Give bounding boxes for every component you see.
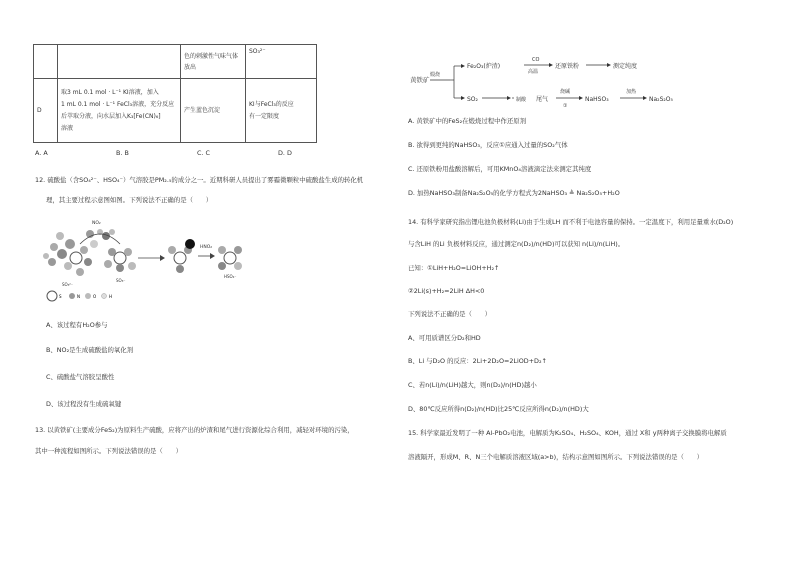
flow-product: Na₂S₂O₅: [649, 96, 673, 103]
cell-text: 色的刺激性气味气体放出: [184, 52, 239, 71]
q13-option-b: B. 欲得到更纯的NaHSO₃，反应①应通入过量的SO₂气体: [408, 141, 568, 149]
flow-heat: 加热: [626, 89, 637, 95]
table-cell: [181, 79, 246, 143]
row-label-text: D: [37, 106, 42, 114]
arrow-head: [607, 63, 611, 67]
table-row-label: [34, 79, 58, 143]
q14-question: 下列说法不正确的是（ ）: [408, 310, 492, 318]
so3-intermediate: [168, 239, 195, 273]
q12-option-a: A、该过程有H₂O参与: [46, 321, 108, 329]
q15-stem-line: 溶液隔开，形成M、R、N三个电解质溶液区域(a>b)，结构示意图如图所示。下列说法错误的是（ ）: [408, 453, 704, 461]
q11-option-c: C. C: [197, 149, 210, 157]
flow-so2: SO₂: [467, 96, 478, 103]
flow-nahso3: NaHSO₃: [585, 96, 609, 103]
cell-line: 1 mL 0.1 mol · L⁻¹ FeCl₃溶液，充分反应: [61, 100, 175, 108]
experiment-table: [33, 44, 317, 143]
pyrite-flowchart: [408, 50, 698, 112]
q14-known-2: ②2Li(s)+H₂=2LiH ΔH<0: [408, 287, 485, 295]
q13-stem-line: 13. 以黄铁矿(主要成分FeS₂)为原料生产硫酸，应将产出的炉渣和尾气进行资源化综合利用，减轻对环境的污染，: [35, 426, 354, 434]
flow-start: 黄铁矿: [410, 76, 430, 84]
cell-text: 产生蓝色沉淀: [184, 106, 221, 114]
flow-measure: 测定纯度: [613, 63, 638, 70]
label-hno2: HNO₂: [200, 245, 213, 250]
table-cell-empty: [58, 45, 181, 79]
q14-option-a: A、可用质谱区分D₂和HD: [408, 334, 481, 342]
label-no2: NO₂: [92, 221, 101, 226]
flow-high-temp: 高温: [528, 69, 539, 75]
arrow-head: [160, 255, 165, 261]
table-cell: [58, 79, 181, 143]
reaction-curve: [80, 234, 120, 244]
q11-option-b: B. B: [116, 149, 129, 157]
q12-stem-line: 12. 硫酸盐（含SO₄²⁻、HSO₄⁻）气溶胶是PM₂.₅的成分之一。近期科研人员提出了雾霾微颗粒中硫酸盐生成的转化机: [35, 176, 364, 184]
table-cell: [246, 45, 317, 79]
figure-legend: [47, 291, 112, 301]
q12-option-d: D、该过程没有生成硫氧键: [46, 400, 122, 408]
q12-option-c: C、硫酸盐气溶胶呈酸性: [46, 373, 115, 381]
q12-stem-line: 理，其主要过程示意图如图。下列说法不正确的是（ ）: [46, 196, 213, 204]
q13-stem-line: 其中一种流程如图所示。下列说法错误的是（ ）: [35, 447, 182, 455]
q15-stem-line: 15. 科学家最近发明了一种 Al-PbO₂电池，电解质为K₂SO₄、H₂SO₄、KOH，通过 X和 y两种离子交换膜将电解质: [408, 429, 727, 437]
cell-text: SO₃²⁻: [249, 48, 266, 55]
hso4-molecule: [218, 246, 242, 270]
label-so3: SO₃⁻: [116, 278, 126, 283]
sulfate-mechanism-figure: [40, 214, 250, 304]
q14-stem-line: 与含LiH 的Li 负极材料反应，通过测定n(D₂)/n(HD)可以获知 n(Li)/n(LiH)。: [408, 240, 625, 248]
cell-line: 有一定限度: [249, 112, 280, 120]
q13-option-a: A. 黄铁矿中的FeS₂在煅烧过程中作还原剂: [408, 117, 527, 125]
table-cell: [181, 45, 246, 79]
q12-option-b: B、NO₂是生成硫酸盐的氧化剂: [46, 346, 134, 354]
arrow-head: [549, 63, 553, 67]
legend-o: O: [93, 294, 97, 299]
cell-line: 溶液: [61, 124, 74, 132]
flow-tail-gas: 尾气: [536, 96, 549, 103]
arrow-head: [507, 96, 511, 100]
flow-step1: ①: [563, 103, 568, 109]
q14-option-b: B、Li 与D₂O 的反应：2Li+2D₂O=2LiOD+D₂↑: [408, 357, 547, 365]
label-soc: SO₃²⁻: [62, 282, 74, 287]
cell-line: 后萃取分液，向水层加入K₃[Fe(CN)₆]: [61, 112, 161, 120]
q14-stem-line: 14. 有科学家研究指出锂电池负极材料(Li)由于生成LH 而不利于电池容量的保持。一定温度下，利用足量重水(D₂O): [408, 218, 734, 226]
q14-known-1: 已知：①LiH+H₂O=LiOH+H₂↑: [408, 264, 500, 272]
arrow-head: [579, 96, 583, 100]
flow-reduced-iron: 还原铁粉: [555, 63, 580, 70]
q14-option-c: C、若n(Li)/n(LiH)越大，则n(D₂)/n(HD)越小: [408, 381, 537, 389]
label-hso4: HSO₄⁻: [224, 274, 237, 279]
table-cell-empty: [34, 45, 58, 79]
arrow-head: [643, 96, 647, 100]
q11-option-d: D. D: [278, 149, 292, 157]
table-cell: [246, 79, 317, 143]
flow-burn-alkali: 烧碱: [560, 89, 571, 95]
flow-fe2o3: Fe₂O₃(炉渣): [467, 63, 501, 70]
legend-n: N: [77, 294, 80, 299]
cell-line: KI与FeCl₃的反应: [249, 100, 294, 108]
legend-h: H: [109, 294, 113, 299]
arrow-head: [210, 253, 215, 259]
legend-s: S: [59, 294, 62, 299]
q13-option-d: D. 加热NaHSO₃制备Na₂S₂O₅的化学方程式为2NaHSO₃ ≜ Na₂S₂O₅+H₂O: [408, 189, 620, 197]
cell-line: 取3 mL 0.1 mol · L⁻¹ KI溶液，加入: [61, 88, 159, 96]
flow-calcine: 煅烧: [430, 72, 441, 78]
flow-co: CO: [532, 57, 540, 63]
flow-make-acid: 制酸: [516, 97, 527, 103]
arrow-head: [461, 64, 465, 68]
q13-option-c: C. 还原铁粉用盐酸溶解后，可用KMnO₄溶液滴定法来测定其纯度: [408, 165, 592, 173]
q14-option-d: D、80℃反应所得n(D₂)/n(HD)比25℃反应所得n(D₂)/n(HD)大: [408, 405, 589, 413]
q11-option-a: A. A: [35, 149, 48, 157]
arrow-head: [461, 96, 465, 100]
sulfite-molecule: [104, 248, 136, 272]
